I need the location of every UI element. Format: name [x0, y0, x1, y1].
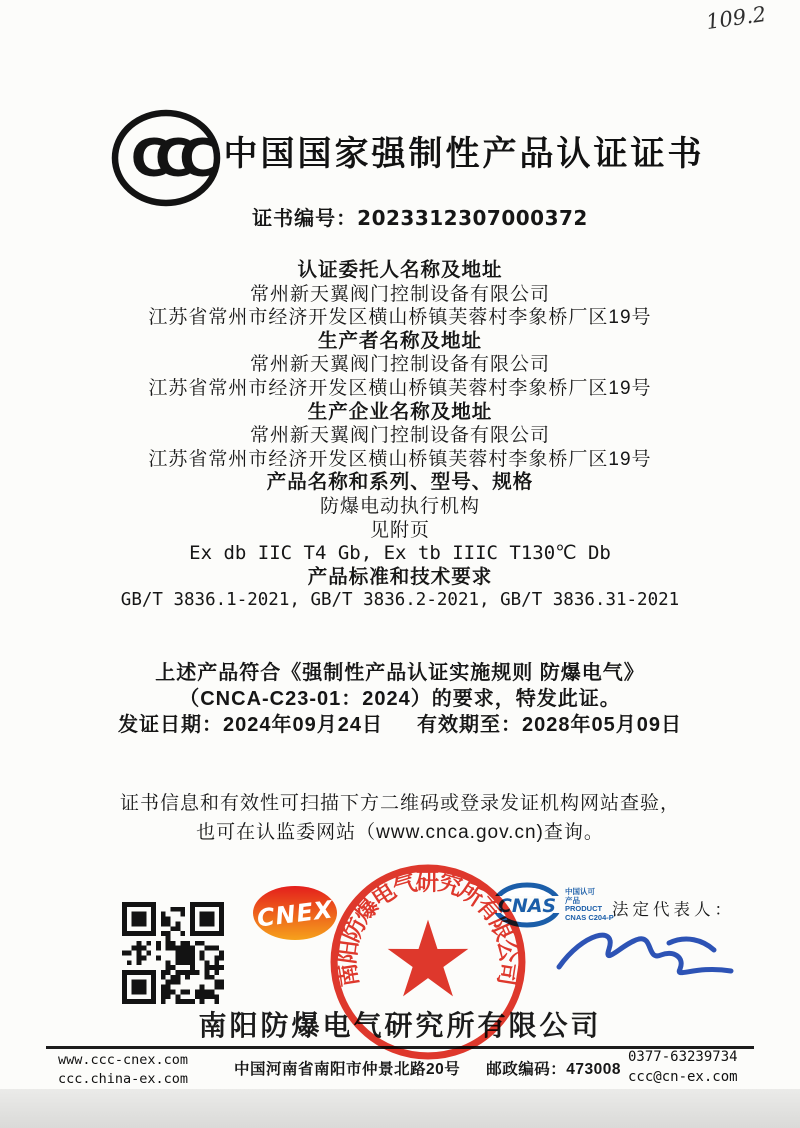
cnas-caption-en2: CNAS C204-P	[565, 912, 614, 922]
footer-contacts	[628, 1047, 738, 1087]
footer-postal-label: 邮政编码：	[486, 1061, 567, 1078]
footer-email: ccc@cn-ex.com	[628, 1069, 738, 1085]
scan-edge-band	[0, 1089, 800, 1128]
cnas-caption-cn2: 产品	[565, 895, 580, 905]
legal-representative-label: 法定代表人：	[612, 901, 735, 919]
section-heading-product: 产品名称和系列、型号、规格	[266, 471, 534, 494]
producer-name: 常州新天翼阀门控制设备有限公司	[249, 354, 550, 376]
cnas-label: CNAS	[497, 895, 557, 917]
legal-representative-signature	[553, 912, 738, 997]
issue-date-label: 发证日期：	[118, 714, 224, 736]
section-heading-producer: 生产者名称及地址	[317, 329, 482, 352]
verify-line1: 证书信息和有效性可扫描下方二维码或登录发证机构网站查验，	[119, 793, 680, 814]
product-name: 防爆电动执行机构	[319, 495, 480, 517]
product-see-attachment: 见附页	[369, 519, 430, 541]
footer-websites	[58, 1051, 188, 1089]
certificate-number-label: 证书编号：	[252, 208, 358, 230]
svg-text:CCC: CCC	[130, 129, 204, 189]
seal-star-icon	[388, 920, 469, 997]
company-seal	[327, 861, 529, 1063]
certificate-number-line	[252, 202, 588, 231]
section-heading-standards: 产品标准和技术要求	[307, 565, 493, 588]
verify-line2: 也可在认监委网站（www.cnca.gov.cn)查询。	[196, 821, 604, 843]
verification-note	[0, 790, 800, 847]
valid-until-value: 2028年05月09日	[522, 714, 682, 736]
applicant-name: 常州新天翼阀门控制设备有限公司	[249, 283, 550, 305]
footer-postal-code: 473008	[566, 1061, 621, 1078]
applicant-address: 江苏省常州市经济开发区横山桥镇芙蓉村李象桥厂区19号	[148, 307, 652, 329]
footer-phone: 0377-63239734	[628, 1049, 738, 1065]
footer-website-2: ccc.china-ex.com	[58, 1071, 189, 1087]
footer-website-1: www.ccc-cnex.com	[58, 1052, 189, 1068]
section-heading-factory: 生产企业名称及地址	[307, 400, 493, 423]
ex-marking: Ex db IIC T4 Gb, Ex tb IIIC T130℃ Db	[189, 542, 611, 565]
seal-text: 南阳防爆电气研究所有限公司	[333, 868, 523, 989]
standards-line: GB/T 3836.1-2021, GB/T 3836.2-2021, GB/T 3836.31-2021	[120, 590, 680, 611]
issuer-company-name: 南阳防爆电气研究所有限公司	[198, 1010, 602, 1041]
footer-address: 中国河南省南阳市仲景北路20号	[234, 1061, 461, 1078]
statement-line2: （CNCA-C23-01：2024）的要求，特发此证。	[179, 688, 621, 710]
factory-name: 常州新天翼阀门控制设备有限公司	[249, 425, 550, 447]
dates-line	[0, 712, 800, 738]
handwritten-note: 109.2	[704, 1, 768, 35]
producer-address: 江苏省常州市经济开发区横山桥镇芙蓉村李象桥厂区19号	[148, 377, 652, 399]
section-heading-applicant: 认证委托人名称及地址	[297, 259, 503, 281]
statement-line1: 上述产品符合《强制性产品认证实施规则 防爆电气》	[155, 662, 645, 684]
conformity-statement	[0, 660, 800, 738]
certificate-number-value: 2023312307000372	[357, 206, 588, 230]
certificate-title: 中国国家强制性产品认证证书	[223, 135, 705, 173]
issue-date-value: 2024年09月24日	[223, 714, 383, 736]
cnas-caption-en1: PRODUCT	[565, 904, 603, 913]
cnas-caption-cn1: 中国认可	[565, 887, 595, 896]
factory-address: 江苏省常州市经济开发区横山桥镇芙蓉村李象桥厂区19号	[148, 448, 652, 470]
valid-until-label: 有效期至：	[417, 714, 522, 736]
certificate-body	[0, 259, 800, 613]
cnex-label: CNEX	[255, 895, 335, 933]
ccc-mark-icon	[110, 104, 222, 212]
qr-code	[122, 902, 224, 1004]
